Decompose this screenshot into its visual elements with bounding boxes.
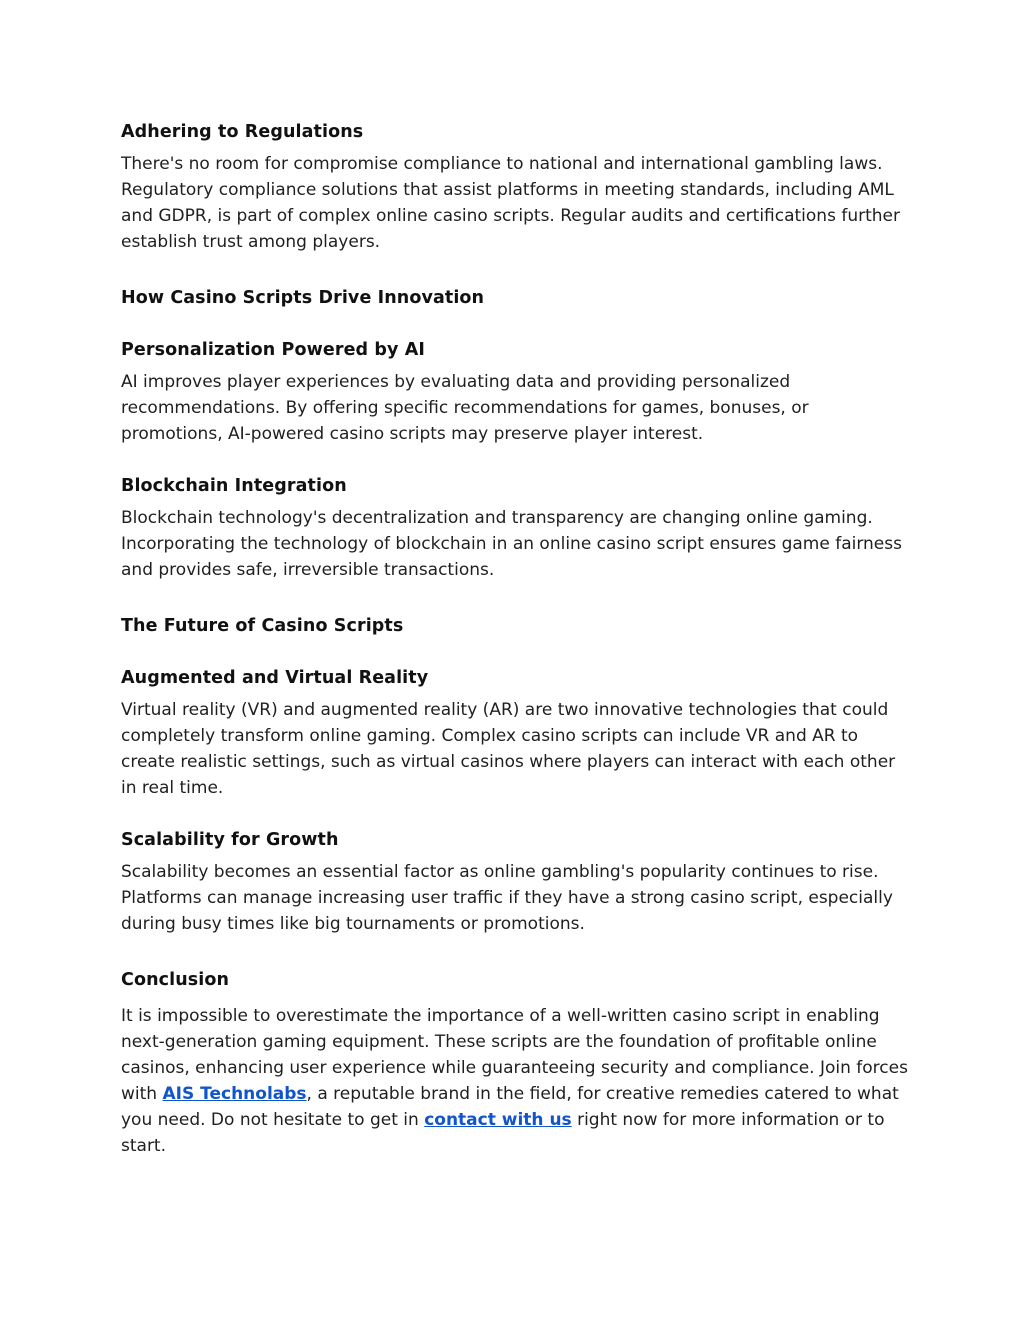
contact-with-us-link[interactable]: contact with us <box>424 1110 572 1130</box>
document-page <box>121 119 911 1159</box>
conclusion-text-part3: right now for more information or to start. <box>121 1110 885 1156</box>
paragraph-personalization: AI improves player experiences by evaluating data and providing personalized recommendations. By offering specific recommendations for games, bonuses, or promotions, AI-powered casino scripts may preserve player interest. <box>121 372 809 444</box>
heading-future: The Future of Casino Scripts <box>121 616 404 636</box>
heading-adhering-to-regulations: Adhering to Regulations <box>121 122 364 142</box>
paragraph-ar-vr: Virtual reality (VR) and augmented reality (AR) are two innovative technologies that could completely transform online gaming. Complex casino scripts can include VR and AR to create realistic settings, such as virtual casinos where players can interact with each other in real time. <box>121 700 896 798</box>
conclusion-text-part2: , a reputable brand in the field, for creative remedies catered to what you need. Do not hesitate to get in <box>121 1084 899 1130</box>
ais-technolabs-link[interactable]: AIS Technolabs <box>162 1084 307 1104</box>
heading-drive-innovation: How Casino Scripts Drive Innovation <box>121 288 485 308</box>
paragraph-scalability: Scalability becomes an essential factor as online gambling's popularity continues to rise. Platforms can manage increasing user traffic if they have a strong casino script, especially during busy times like big tournaments or promotions. <box>121 862 893 934</box>
heading-blockchain: Blockchain Integration <box>121 476 347 496</box>
paragraph-regulations: There's no room for compromise compliance to national and international gambling laws. Regulatory compliance solutions that assist platforms in meeting standards, including AML and GDPR, is part of complex online casino scripts. Regular audits and certifications further establish trust among players. <box>121 154 900 252</box>
heading-ar-vr: Augmented and Virtual Reality <box>121 668 429 688</box>
heading-personalization: Personalization Powered by AI <box>121 340 425 360</box>
paragraph-blockchain: Blockchain technology's decentralization and transparency are changing online gaming. Incorporating the technology of blockchain in an online casino script ensures game fairness and provides safe, irreversible transactions. <box>121 508 902 580</box>
heading-conclusion: Conclusion <box>121 970 230 990</box>
paragraph-conclusion <box>121 1003 911 1159</box>
heading-scalability: Scalability for Growth <box>121 830 339 850</box>
conclusion-text-part1: It is impossible to overestimate the importance of a well-written casino script in enabling next-generation gaming equipment. These scripts are the foundation of profitable online casinos, enhancing user experience while guaranteeing security and compliance. Join forces with <box>121 1006 908 1104</box>
